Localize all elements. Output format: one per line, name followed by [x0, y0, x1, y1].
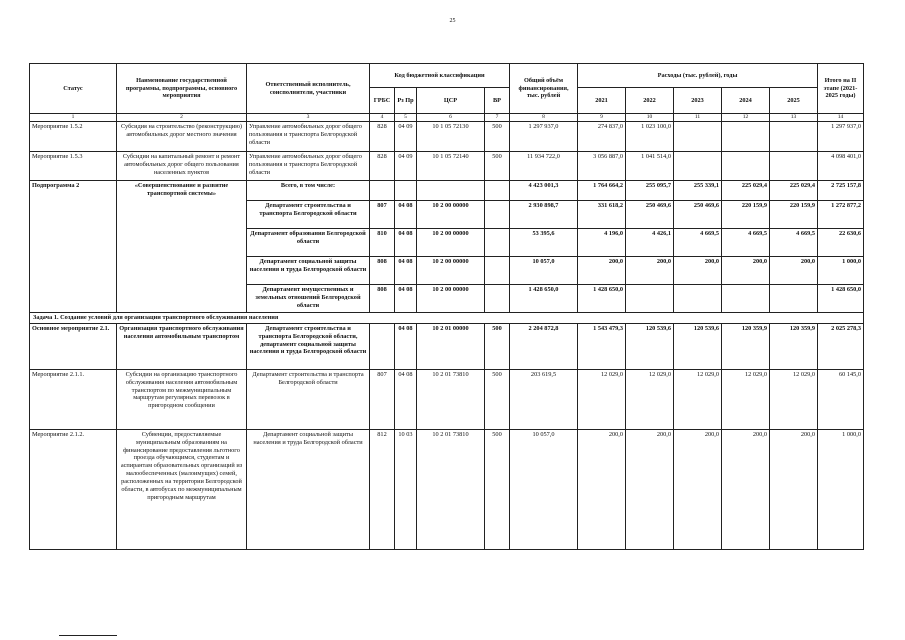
cell-2024: 12 029,0 — [722, 369, 770, 429]
cell-grbs: 808 — [370, 257, 395, 285]
cell-2024: 120 359,9 — [722, 323, 770, 369]
cell-name: Субсидии на организацию транспортного обслуживания населения автомобильным транспортом по межмуниципальным маршрутам регулярных перевозок в пригородном сообщении — [117, 369, 247, 429]
cell-status: Мероприятие 2.1.2. — [30, 429, 117, 549]
cell-responsible: Департамент строительства и транспорта Белгородской области — [247, 201, 370, 229]
cell-responsible: Департамент строительства и транспорта Белгородской области — [247, 369, 370, 429]
cell-2021: 12 029,0 — [578, 369, 626, 429]
cell-2022 — [626, 285, 674, 313]
cell-2024 — [722, 152, 770, 181]
cell-rzpr — [395, 181, 417, 201]
header-2021: 2021 — [578, 88, 626, 114]
column-number-row — [30, 114, 864, 122]
cell-total: 203 619,5 — [510, 369, 578, 429]
table-row — [30, 152, 864, 181]
cell-csr: 10 2 01 73810 — [417, 369, 485, 429]
header-rzpr: Рз Пр — [395, 88, 417, 114]
cell-grbs — [370, 323, 395, 369]
cell-2023 — [674, 122, 722, 152]
cell-2023: 4 669,5 — [674, 229, 722, 257]
cell-2024 — [722, 285, 770, 313]
cell-rzpr: 10 03 — [395, 429, 417, 549]
cell-itogo: 60 145,0 — [818, 369, 864, 429]
cell-itogo: 1 428 650,0 — [818, 285, 864, 313]
cell-rzpr: 04 08 — [395, 229, 417, 257]
header-expenses: Расходы (тыс. рублей), годы — [578, 64, 818, 88]
column-number: 13 — [770, 114, 818, 122]
cell-2025: 200,0 — [770, 429, 818, 549]
cell-2021: 200,0 — [578, 429, 626, 549]
page-number: 25 — [449, 18, 456, 24]
column-number: 9 — [578, 114, 626, 122]
column-number: 6 — [417, 114, 485, 122]
cell-2023: 250 469,6 — [674, 201, 722, 229]
header-grbs: ГРБС — [370, 88, 395, 114]
cell-2024 — [722, 122, 770, 152]
cell-2025: 120 359,9 — [770, 323, 818, 369]
cell-responsible: Департамент социальной защиты населения и труда Белгородской области — [247, 257, 370, 285]
table-row — [30, 369, 864, 429]
cell-2022: 4 426,1 — [626, 229, 674, 257]
cell-responsible: Департамент социальной защиты населения и труда Белгородской области — [247, 429, 370, 549]
cell-rzpr: 04 08 — [395, 201, 417, 229]
cell-total: 10 057,0 — [510, 429, 578, 549]
cell-2025: 225 029,4 — [770, 181, 818, 201]
cell-2021: 4 196,0 — [578, 229, 626, 257]
cell-vr — [485, 257, 510, 285]
cell-status: Мероприятие 1.5.2 — [30, 122, 117, 152]
cell-itogo: 2 025 278,3 — [818, 323, 864, 369]
cell-vr — [485, 201, 510, 229]
cell-total: 11 934 722,0 — [510, 152, 578, 181]
column-number: 3 — [247, 114, 370, 122]
cell-itogo: 1 000,0 — [818, 257, 864, 285]
table-row — [30, 429, 864, 549]
cell-2025: 220 159,9 — [770, 201, 818, 229]
cell-total: 53 395,6 — [510, 229, 578, 257]
header-2025: 2025 — [770, 88, 818, 114]
cell-itogo: 2 725 157,8 — [818, 181, 864, 201]
cell-2022: 12 029,0 — [626, 369, 674, 429]
cell-2021: 274 837,0 — [578, 122, 626, 152]
cell-2024: 220 159,9 — [722, 201, 770, 229]
cell-name: Субвенции, предоставляемые муниципальным образованиям на финансирование предоставления льготного проезда обучающимся, студентам и аспирантам образовательных организаций из малообеспеченных (малоимущих) семей, расположенных на территории Белгородской области, в автобусах по межмуниципальным пригородным маршрутам — [117, 429, 247, 549]
header-2024: 2024 — [722, 88, 770, 114]
cell-status: Основное мероприятие 2.1. — [30, 323, 117, 369]
cell-responsible: Управление автомобильных дорог общего пользования и транспорта Белгородской области — [247, 122, 370, 152]
cell-2021: 331 618,2 — [578, 201, 626, 229]
cell-2024: 225 029,4 — [722, 181, 770, 201]
cell-vr: 500 — [485, 429, 510, 549]
cell-total: 2 204 872,8 — [510, 323, 578, 369]
subprogram-status: Подпрограмма 2 — [30, 181, 117, 313]
cell-responsible: Департамент имущественных и земельных отношений Белгородской области — [247, 285, 370, 313]
cell-responsible: Департамент строительства и транспорта Белгородской области, департамент социальной защиты населения и труда Белгородской области — [247, 323, 370, 369]
cell-vr: 500 — [485, 152, 510, 181]
header-name: Наименование государственной программы, подпрограммы, основного мероприятия — [117, 64, 247, 114]
cell-vr — [485, 181, 510, 201]
cell-2021: 1 428 650,0 — [578, 285, 626, 313]
cell-2024: 200,0 — [722, 257, 770, 285]
cell-total: 2 930 898,7 — [510, 201, 578, 229]
cell-grbs: 812 — [370, 429, 395, 549]
table-row — [30, 323, 864, 369]
cell-2022: 200,0 — [626, 429, 674, 549]
header-vr: ВР — [485, 88, 510, 114]
cell-2023: 200,0 — [674, 257, 722, 285]
cell-itogo: 1 000,0 — [818, 429, 864, 549]
task-row — [30, 313, 864, 324]
cell-grbs: 808 — [370, 285, 395, 313]
cell-name: Субсидия на строительство (реконструкцию) автомобильных дорог местного значения — [117, 122, 247, 152]
header-itogo: Итого на II этапе (2021-2025 годы) — [818, 64, 864, 114]
cell-2023: 12 029,0 — [674, 369, 722, 429]
cell-2023 — [674, 152, 722, 181]
cell-rzpr: 04 09 — [395, 152, 417, 181]
table-row — [30, 181, 864, 201]
cell-csr: 10 2 00 00000 — [417, 285, 485, 313]
cell-responsible: Всего, в том числе: — [247, 181, 370, 201]
column-number: 12 — [722, 114, 770, 122]
cell-2023: 120 539,6 — [674, 323, 722, 369]
cell-2021: 1 543 479,3 — [578, 323, 626, 369]
cell-2025: 12 029,0 — [770, 369, 818, 429]
cell-grbs: 807 — [370, 369, 395, 429]
cell-2022: 1 023 100,0 — [626, 122, 674, 152]
cell-2023: 255 339,1 — [674, 181, 722, 201]
cell-csr: 10 1 05 72140 — [417, 152, 485, 181]
cell-csr: 10 2 00 00000 — [417, 257, 485, 285]
budget-table — [29, 63, 864, 550]
cell-rzpr: 04 08 — [395, 369, 417, 429]
cell-rzpr: 04 08 — [395, 257, 417, 285]
cell-csr: 10 2 01 73810 — [417, 429, 485, 549]
header-2022: 2022 — [626, 88, 674, 114]
cell-2021: 200,0 — [578, 257, 626, 285]
cell-2025 — [770, 122, 818, 152]
header-status: Статус — [30, 64, 117, 114]
cell-name: Субсидии на капитальный ремонт и ремонт автомобильных дорог общего пользования населенных пунктов — [117, 152, 247, 181]
cell-csr: 10 1 05 72130 — [417, 122, 485, 152]
header-responsible: Ответственный исполнитель, соисполнители, участники — [247, 64, 370, 114]
cell-2021: 1 764 664,2 — [578, 181, 626, 201]
cell-2025 — [770, 152, 818, 181]
table-row — [30, 122, 864, 152]
header-total-finance: Общий объём финансирования, тыс. рублей — [510, 64, 578, 114]
footnote-divider — [59, 635, 117, 636]
cell-2024: 4 669,5 — [722, 229, 770, 257]
cell-vr — [485, 229, 510, 257]
cell-2025 — [770, 285, 818, 313]
header-csr: ЦСР — [417, 88, 485, 114]
cell-2022: 1 041 514,0 — [626, 152, 674, 181]
cell-name: Организация транспортного обслуживания населения автомобильным транспортом — [117, 323, 247, 369]
cell-2025: 4 669,5 — [770, 229, 818, 257]
task-title: Задача 1. Создание условий для организации транспортного обслуживания населения — [30, 313, 864, 324]
column-number: 11 — [674, 114, 722, 122]
column-number: 10 — [626, 114, 674, 122]
cell-itogo: 1 272 877,2 — [818, 201, 864, 229]
cell-2021: 3 056 887,0 — [578, 152, 626, 181]
column-number: 8 — [510, 114, 578, 122]
cell-total: 10 057,0 — [510, 257, 578, 285]
cell-grbs: 807 — [370, 201, 395, 229]
cell-2025: 200,0 — [770, 257, 818, 285]
cell-itogo: 22 630,6 — [818, 229, 864, 257]
cell-2022: 120 539,6 — [626, 323, 674, 369]
column-number: 14 — [818, 114, 864, 122]
cell-itogo: 4 098 401,0 — [818, 152, 864, 181]
column-number: 7 — [485, 114, 510, 122]
cell-total: 1 297 937,0 — [510, 122, 578, 152]
column-number: 2 — [117, 114, 247, 122]
cell-vr: 500 — [485, 369, 510, 429]
column-number: 1 — [30, 114, 117, 122]
cell-2023 — [674, 285, 722, 313]
cell-2022: 255 095,7 — [626, 181, 674, 201]
cell-vr: 500 — [485, 323, 510, 369]
cell-grbs: 810 — [370, 229, 395, 257]
cell-2022: 250 469,6 — [626, 201, 674, 229]
cell-responsible: Управление автомобильных дорог общего пользования и транспорта Белгородской области — [247, 152, 370, 181]
cell-total: 4 423 001,3 — [510, 181, 578, 201]
cell-csr — [417, 181, 485, 201]
subprogram-name: «Совершенствование и развитие транспортной системы» — [117, 181, 247, 313]
cell-rzpr: 04 08 — [395, 285, 417, 313]
cell-status: Мероприятие 2.1.1. — [30, 369, 117, 429]
header-2023: 2023 — [674, 88, 722, 114]
cell-vr — [485, 285, 510, 313]
cell-rzpr: 04 08 — [395, 323, 417, 369]
cell-rzpr: 04 09 — [395, 122, 417, 152]
cell-itogo: 1 297 937,0 — [818, 122, 864, 152]
cell-total: 1 428 650,0 — [510, 285, 578, 313]
column-number: 5 — [395, 114, 417, 122]
header-budget-code: Код бюджетной классификации — [370, 64, 510, 88]
cell-responsible: Департамент образования Белгородской области — [247, 229, 370, 257]
cell-2022: 200,0 — [626, 257, 674, 285]
cell-vr: 500 — [485, 122, 510, 152]
cell-status: Мероприятие 1.5.3 — [30, 152, 117, 181]
cell-csr: 10 2 00 00000 — [417, 229, 485, 257]
cell-grbs — [370, 181, 395, 201]
column-number: 4 — [370, 114, 395, 122]
cell-2024: 200,0 — [722, 429, 770, 549]
cell-grbs: 828 — [370, 122, 395, 152]
cell-csr: 10 2 00 00000 — [417, 201, 485, 229]
cell-grbs: 828 — [370, 152, 395, 181]
cell-csr: 10 2 01 00000 — [417, 323, 485, 369]
cell-2023: 200,0 — [674, 429, 722, 549]
